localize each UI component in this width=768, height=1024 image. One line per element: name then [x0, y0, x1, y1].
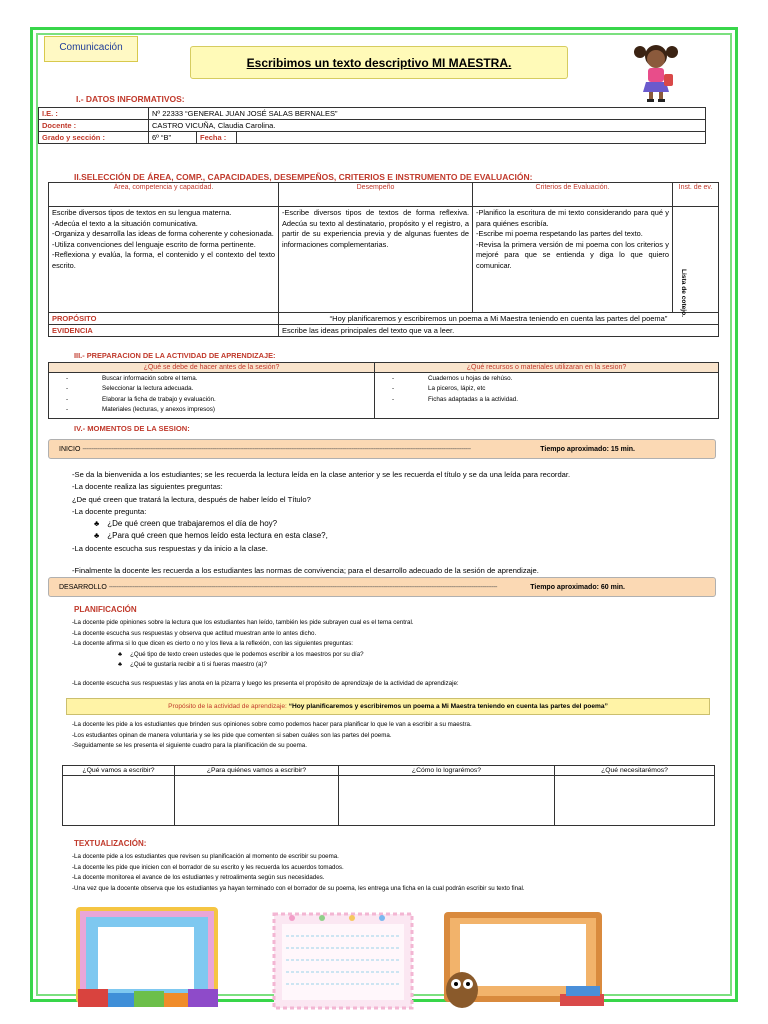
inicio-question: ¿De qué creen que trabajaremos el día de hoy?	[107, 519, 278, 529]
planning-cell	[63, 776, 175, 826]
preparacion-table	[48, 362, 718, 419]
inicio-line: -Se da la bienvenida a los estudiantes; se les recuerda la lectura leída en la clase anterior y se les recuerda el título y se da una leída para recordar.	[72, 470, 571, 479]
col-inst: Inst. de ev.	[673, 183, 719, 207]
purpose-text: “Hoy planificaremos y escribiremos un poema a Mi Maestra teniendo en cuenta las partes del poema”	[288, 703, 608, 710]
owl-frame-illustration	[440, 910, 608, 1010]
datos-heading: I.- DATOS INFORMATIVOS:	[76, 94, 185, 104]
docente-label: Docente :	[39, 120, 149, 132]
planning-cell	[555, 776, 715, 826]
grado-label: Grado y sección :	[39, 132, 149, 144]
desarrollo-bar	[48, 577, 716, 597]
desarrollo-dashes: --------------------------------------------------------------------------------------------------------------------------------------------------------------------------------------------------------------------	[108, 584, 497, 591]
inicio-bar	[48, 439, 716, 459]
planificacion-line: -La docente afirma si lo que dicen es cierto o no y los lleva a la reflexión, con las siguientes preguntas:	[72, 640, 354, 648]
subject-tag: Comunicación	[44, 36, 138, 62]
planning-col-como: ¿Cómo lo lograrémos?	[339, 766, 555, 776]
instrumento-cell	[673, 207, 719, 317]
planning-col-quienes: ¿Para quiénes vamos a escribir?	[175, 766, 339, 776]
club-bullet-icon: ♣	[118, 650, 123, 658]
col-antes: ¿Qué se debe de hacer antes de la sesión?	[49, 363, 375, 373]
desarrollo-time: Tiempo aproximado: 60 min.	[527, 578, 625, 597]
planificacion-line: -Los estudiantes opinan de manera voluntaria y se les pide que comenten si saben cuáles son las partes del poema.	[72, 731, 392, 739]
docente-value: CASTRO VICUÑA, Claudia Carolina.	[149, 120, 706, 132]
purpose-box	[66, 698, 710, 715]
inicio-content	[72, 469, 712, 577]
inicio-label: INICIO	[59, 446, 81, 453]
planificacion-question: ¿Qué te gustaría recibir a ti si fueras maestro (a)?	[130, 661, 267, 669]
datos-table	[38, 107, 706, 144]
planificacion-line: -La docente escucha sus respuestas y observa que actitud muestran ante lo antes dicho.	[72, 629, 317, 637]
criterio-line: -Escribe mi poema respetando las partes del texto.	[476, 229, 643, 239]
inicio-line: ¿De qué creen que tratará la lectura, después de haber leído el Título?	[72, 494, 311, 504]
planificacion-line: -La docente pide opiniones sobre la lectura que los estudiantes han leído, también les pide subrayen cual es el tema central.	[72, 619, 414, 626]
book-frame-illustration	[72, 903, 222, 1011]
planificacion-line: -La docente escucha sus respuestas y las anota en la pizarra y luego les presenta el propósito de aprendizaje de la actividad de aprendizaje:	[72, 679, 459, 687]
page-title: Escribimos un texto descriptivo MI MAESTRA.	[190, 46, 568, 79]
desempeno-cell: -Escribe diversos tipos de textos de forma reflexiva. Adecúa su texto al destinatario, propósito y el registro, a partir de su experiencia previa y de algunas fuentes de informaciones complementarias.	[279, 207, 473, 313]
textualizacion-content	[72, 852, 712, 894]
inicio-dashes: --------------------------------------------------------------------------------------------------------------------------------------------------------------------------------------------------------------------	[82, 446, 471, 453]
planificacion-line: -Seguidamente se les presenta el siguiente cuadro para la planificación de su poema.	[72, 742, 307, 750]
inicio-line: -La docente escucha sus respuestas y da inicio a la clase.	[72, 543, 268, 553]
list-item: - Seleccionar la lectura adecuada.	[52, 384, 371, 394]
purpose-label: Propósito de la actividad de aprendizaje:	[168, 703, 287, 710]
club-bullet-icon: ♣	[94, 531, 100, 541]
area-line: -Organiza y desarrolla las ideas de forma coherente y cohesionada.	[52, 229, 274, 239]
textualizacion-line: -La docente pide a los estudiantes que revisen su planificación al momento de escribir su poema.	[72, 853, 339, 860]
antes-list	[49, 373, 375, 419]
col-desempeno: Desempeño	[279, 183, 473, 207]
proposito-text: “Hoy planificaremos y escribiremos un poema a Mi Maestra teniendo en cuenta las partes del poema”	[279, 313, 719, 325]
list-item: - Buscar información sobre el tema.	[52, 374, 371, 384]
list-item: - Cuadernos u hojas de rehúso.	[378, 374, 715, 384]
evidencia-text: Escribe las ideas principales del texto que va a leer.	[279, 325, 719, 337]
area-line: -Utiliza convenciones del lenguaje escrito de forma pertinente.	[52, 239, 256, 249]
ie-value: Nº 22333 “GENERAL JUAN JOSÉ SALAS BERNALES”	[149, 108, 706, 120]
list-item: - Fichas adaptadas a la actividad.	[378, 395, 715, 405]
desarrollo-label: DESARROLLO	[59, 584, 107, 591]
list-item: - La piceros, lápiz, etc	[378, 384, 715, 394]
criterio-line: -Planifico la escritura de mi texto considerando para qué y para quiénes escribía.	[476, 208, 669, 228]
col-area: Área, competencia y capacidad.	[49, 183, 279, 207]
textualizacion-line: -Una vez que la docente observa que los estudiantes ya hayan terminado con el borrador de su poema, les entrega una ficha en la cual podrán escribir su texto final.	[72, 884, 525, 892]
planificacion-content-2	[72, 720, 712, 752]
grado-value: 6º “B”	[149, 132, 197, 144]
momentos-heading: IV.- MOMENTOS DE LA SESION:	[74, 424, 190, 433]
planning-col-que: ¿Qué vamos a escribir?	[63, 766, 175, 776]
criterios-cell	[473, 207, 673, 313]
planificacion-line: -La docente les pide a los estudiantes que brinden sus opiniones sobre como podemos hacer para planificar lo que le van a escribir a su maestra.	[72, 721, 472, 728]
inicio-question: ¿Para qué creen que hemos leído esta lectura en esta clase?,	[107, 531, 328, 541]
fecha-label: Fecha :	[197, 132, 237, 144]
fecha-value	[237, 132, 706, 144]
planning-col-necesitaremos: ¿Qué necesitarémos?	[555, 766, 715, 776]
inicio-line: -Finalmente la docente les recuerda a los estudiantes las normas de convivencia; para el desarrollo adecuado de la sesión de aprendizaje.	[72, 566, 539, 576]
evidencia-label: EVIDENCIA	[49, 325, 279, 337]
textualizacion-line: -La docente monitorea el avance de los estudiantes y retroalimenta según sus necesidades.	[72, 874, 325, 882]
list-item: - Materiales (lecturas, y anexos impresos)	[52, 405, 371, 415]
planning-table	[62, 765, 714, 826]
col-criterios: Criterios de Evaluación.	[473, 183, 673, 207]
area-line: -Adecúa el texto a la situación comunicativa.	[52, 218, 198, 228]
seleccion-table	[48, 182, 718, 337]
planning-cell	[339, 776, 555, 826]
inicio-line: -La docente realiza las siguientes preguntas:	[72, 482, 223, 492]
ie-label: I.E. :	[39, 108, 149, 120]
inicio-time: Tiempo aproximado: 15 min.	[537, 440, 635, 459]
proposito-label: PROPÓSITO	[49, 313, 279, 325]
planificacion-content	[72, 618, 712, 690]
seleccion-heading: II.SELECCIÓN DE ÁREA, COMP., CAPACIDADES, DESEMPEÑOS, CRITERIOS E INSTRUMENTO DE EVALUACIÓN:	[74, 172, 533, 182]
area-line: Escribe diversos tipos de textos en su lengua materna.	[52, 208, 232, 217]
textualizacion-line: -La docente les pide que inicien con el borrador de su escrito y les recuerda los acuerdos tomados.	[72, 863, 344, 871]
instrumento-text: Lista de cotejo.	[680, 269, 687, 317]
criterio-line: -Revisa la primera versión de mi poema con los criterios y mejoré para que se entienda y diga lo que quiero comunicar.	[476, 239, 669, 270]
preparacion-heading: III.- PREPARACION DE LA ACTIVIDAD DE APRENDIZAJE:	[74, 351, 276, 360]
club-bullet-icon: ♣	[118, 661, 123, 669]
student-girl-illustration	[628, 40, 684, 106]
planning-cell	[175, 776, 339, 826]
textualizacion-heading: TEXTUALIZACIÓN:	[74, 839, 147, 848]
area-line: -Reflexiona y evalúa, la forma, el contenido y el contexto del texto escrito.	[52, 250, 275, 270]
club-bullet-icon: ♣	[94, 519, 100, 529]
inicio-line: -La docente pregunta:	[72, 506, 147, 516]
lined-paper-frame-illustration	[272, 912, 414, 1010]
col-recursos: ¿Qué recursos o materiales utilizaran en la sesion?	[375, 363, 719, 373]
planificacion-heading: PLANIFICACIÓN	[74, 605, 137, 614]
recursos-list	[375, 373, 719, 419]
area-cell	[49, 207, 279, 313]
planificacion-question: ¿Qué tipo de texto creen ustedes que le podemos escribir a los maestros por su día?	[130, 650, 364, 658]
list-item: - Elaborar la ficha de trabajo y evaluación.	[52, 395, 371, 405]
